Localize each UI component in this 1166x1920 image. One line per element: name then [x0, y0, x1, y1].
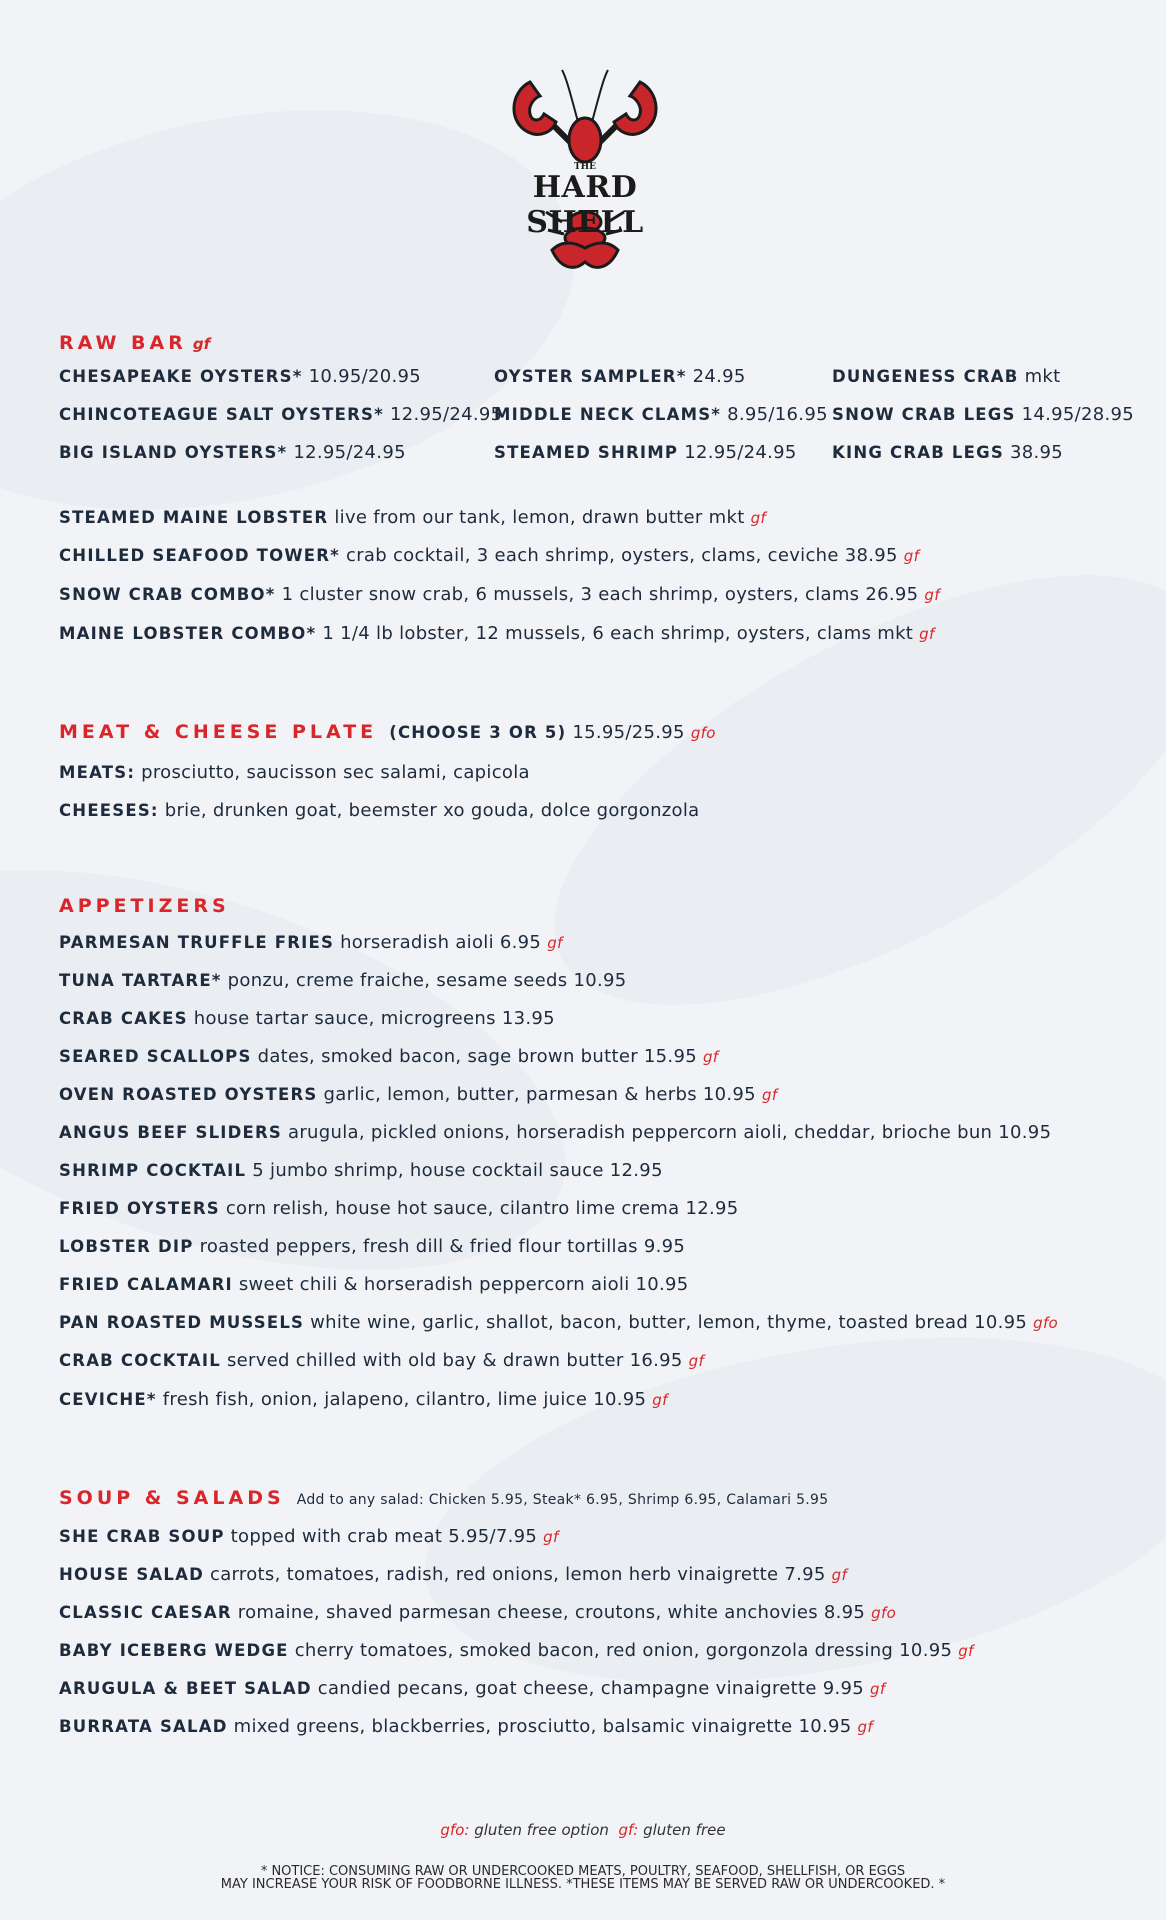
item-description: fresh fish, onion, jalapeno, cilantro, lime juice 10.95 [162, 1389, 647, 1410]
item-name: STEAMED SHRIMP [494, 443, 679, 462]
item-description: roasted peppers, fresh dill & fried flour tortillas 9.95 [199, 1236, 686, 1257]
raw-bar-item [494, 442, 797, 463]
item-description: 38.95 [1009, 442, 1064, 463]
item-name: CHILLED SEAFOOD TOWER* [59, 546, 340, 565]
menu-item [59, 970, 633, 991]
item-description: 12.95/24.95 [684, 442, 797, 463]
raw-bar-item [59, 442, 406, 463]
menu-item [59, 1716, 873, 1737]
item-name: STEAMED MAINE LOBSTER [59, 508, 329, 527]
menu-item [59, 1046, 718, 1067]
item-name: BIG ISLAND OYSTERS* [59, 443, 288, 462]
item-description: 14.95/28.95 [1021, 404, 1135, 425]
menu-item [59, 800, 700, 821]
dietary-tag: gf [919, 625, 935, 643]
dietary-tag: gf [857, 1718, 873, 1736]
dietary-tag: gfo [1033, 1314, 1059, 1332]
dietary-tag: gfo [871, 1604, 897, 1622]
dietary-tag: gf [924, 586, 940, 604]
raw-bar-item [494, 404, 828, 425]
item-name: TUNA TARTARE* [59, 971, 222, 990]
menu-item [59, 1564, 847, 1585]
item-description: 1 1/4 lb lobster, 12 mussels, 6 each shrimp, oysters, clams mkt [322, 623, 914, 644]
item-name: FRIED CALAMARI [59, 1275, 233, 1294]
item-name: SHRIMP COCKTAIL [59, 1161, 247, 1180]
menu-item [59, 1084, 777, 1105]
item-description: 5 jumbo shrimp, house cocktail sauce 12.95 [252, 1160, 663, 1181]
menu-item [59, 1350, 704, 1371]
legend-text: gluten free [643, 1821, 726, 1839]
item-description: 12.95/24.95 [389, 404, 503, 425]
item-description: ponzu, creme fraiche, sesame seeds 10.95 [227, 970, 627, 991]
item-name: ARUGULA & BEET SALAD [59, 1679, 312, 1698]
item-name: DUNGENESS CRAB [832, 367, 1019, 386]
soup-salads-heading [59, 1487, 828, 1509]
menu-item [59, 1526, 559, 1547]
item-description: sweet chili & horseradish peppercorn aioli 10.95 [238, 1274, 689, 1295]
dietary-tag: gf [870, 1680, 886, 1698]
raw-bar-item [59, 366, 421, 387]
meat-cheese-heading [59, 721, 716, 743]
item-name: OYSTER SAMPLER* [494, 367, 687, 386]
legend-text: gluten free option [474, 1821, 609, 1839]
legend-text: gf: [618, 1821, 639, 1839]
item-name: CRAB CAKES [59, 1009, 188, 1028]
menu-item [59, 762, 530, 783]
menu-item [59, 1389, 668, 1410]
raw-bar-item [832, 442, 1063, 463]
menu-item [59, 932, 563, 953]
dietary-tag: gf [547, 934, 563, 952]
dietary-tag: gf [652, 1391, 668, 1409]
item-name: CEVICHE* [59, 1390, 157, 1409]
item-name: FRIED OYSTERS [59, 1199, 220, 1218]
item-description: candied pecans, goat cheese, champagne vinaigrette 9.95 [317, 1678, 865, 1699]
item-description: 8.95/16.95 [727, 404, 828, 425]
item-description: garlic, lemon, butter, parmesan & herbs 10.95 [323, 1084, 756, 1105]
menu-item [59, 584, 940, 605]
menu-item [59, 1274, 695, 1295]
item-name: MIDDLE NECK CLAMS* [494, 405, 722, 424]
raw-bar-item [494, 366, 746, 387]
menu-item [59, 1678, 885, 1699]
item-name: MEATS: [59, 763, 136, 782]
meat-cheese-choose: (CHOOSE 3 OR 5) [389, 723, 567, 742]
item-description: carrots, tomatoes, radish, red onions, lemon herb vinaigrette 7.95 [210, 1564, 826, 1585]
item-name: CHESAPEAKE OYSTERS* [59, 367, 303, 386]
item-name: ANGUS BEEF SLIDERS [59, 1123, 282, 1142]
dietary-tag: gf [831, 1566, 848, 1584]
dietary-tag: gf [688, 1352, 705, 1370]
item-description: 10.95/20.95 [308, 366, 422, 387]
item-name: PAN ROASTED MUSSELS [59, 1313, 305, 1332]
item-description: dates, smoked bacon, sage brown butter 15.95 [257, 1046, 697, 1067]
dietary-tag: gf [903, 547, 920, 565]
item-name: SEARED SCALLOPS [59, 1047, 252, 1066]
item-name: BABY ICEBERG WEDGE [59, 1641, 289, 1660]
dietary-tag: gf [543, 1528, 559, 1546]
item-name: KING CRAB LEGS [832, 443, 1004, 462]
item-description: 24.95 [692, 366, 746, 387]
item-name: PARMESAN TRUFFLE FRIES [59, 933, 335, 952]
soup-salads-title: SOUP & SALADS [59, 1487, 285, 1509]
menu-item [59, 1122, 1057, 1143]
item-name: CRAB COCKTAIL [59, 1351, 221, 1370]
menu-item [59, 623, 935, 644]
item-description: crab cocktail, 3 each shrimp, oysters, clams, ceviche 38.95 [346, 545, 898, 566]
brand-the: THE [573, 162, 597, 172]
item-name: BURRATA SALAD [59, 1717, 228, 1736]
item-name: CLASSIC CAESAR [59, 1603, 232, 1622]
raw-bar-title: RAW BAR [59, 332, 187, 354]
item-description: arugula, pickled onions, horseradish peppercorn aioli, cheddar, brioche bun 10.95 [288, 1122, 1052, 1143]
item-description: romaine, shaved parmesan cheese, croutons, white anchovies 8.95 [237, 1602, 866, 1623]
item-name: CHINCOTEAGUE SALT OYSTERS* [59, 405, 384, 424]
menu-item [59, 1312, 1058, 1333]
item-description: served chilled with old bay & drawn butter 16.95 [226, 1350, 683, 1371]
item-description: house tartar sauce, microgreens 13.95 [193, 1008, 555, 1029]
item-description: mixed greens, blackberries, prosciutto, balsamic vinaigrette 10.95 [233, 1716, 852, 1737]
item-name: SNOW CRAB COMBO* [59, 585, 276, 604]
menu-item [59, 1640, 974, 1661]
brand-name: HARD SHELL [526, 170, 644, 240]
notice-line-2: MAY INCREASE YOUR RISK OF FOODBORNE ILLNESS. *THESE ITEMS MAY BE SERVED RAW OR UNDERCOOKED. * [220, 1877, 946, 1892]
notice-line-1: * NOTICE: CONSUMING RAW OR UNDERCOOKED MEATS, POULTRY, SEAFOOD, SHELLFISH, OR EGGS [260, 1864, 906, 1879]
background-fish-shape [0, 791, 614, 1349]
item-description: topped with crab meat 5.95/7.95 [230, 1526, 538, 1547]
item-name: SNOW CRAB LEGS [832, 405, 1016, 424]
meat-cheese-title: MEAT & CHEESE PLATE [59, 721, 378, 743]
dietary-tag: gf [958, 1642, 974, 1660]
menu-item [59, 1160, 669, 1181]
dietary-tag: gf [702, 1048, 719, 1066]
item-description: corn relish, house hot sauce, cilantro lime crema 12.95 [225, 1198, 739, 1219]
menu-item [59, 507, 766, 528]
item-description: 12.95/24.95 [293, 442, 406, 463]
gluten-legend [0, 1821, 1166, 1839]
item-description: white wine, garlic, shallot, bacon, butter, lemon, thyme, toasted bread 10.95 [310, 1312, 1028, 1333]
menu-item [59, 1602, 896, 1623]
raw-bar-item [59, 404, 502, 425]
menu-item [59, 1008, 561, 1029]
item-name: HOUSE SALAD [59, 1565, 204, 1584]
item-name: SHE CRAB SOUP [59, 1527, 225, 1546]
dietary-tag: gf [750, 509, 766, 527]
item-description: horseradish aioli 6.95 [340, 932, 542, 953]
menu-item [59, 1198, 744, 1219]
item-description: cherry tomatoes, smoked bacon, red onion, gorgonzola dressing 10.95 [294, 1640, 953, 1661]
brand-logo [470, 62, 700, 277]
item-description: mkt [1024, 366, 1061, 387]
item-description: 1 cluster snow crab, 6 mussels, 3 each shrimp, oysters, clams 26.95 [281, 584, 919, 605]
raw-bar-item [832, 366, 1060, 387]
dietary-tag: gf [761, 1086, 778, 1104]
item-description: brie, drunken goat, beemster xo gouda, dolce gorgonzola [164, 800, 700, 821]
meat-cheese-price: 15.95/25.95 [572, 722, 685, 743]
item-name: LOBSTER DIP [59, 1237, 194, 1256]
appetizers-title: APPETIZERS [59, 895, 230, 917]
meat-cheese-tag: gfo [690, 724, 716, 742]
item-description: prosciutto, saucisson sec salami, capicola [141, 762, 530, 783]
menu-item [59, 545, 919, 566]
item-name: MAINE LOBSTER COMBO* [59, 624, 317, 643]
raw-bar-item [832, 404, 1134, 425]
salad-addon-note: Add to any salad: Chicken 5.95, Steak* 6.95, Shrimp 6.95, Calamari 5.95 [296, 1492, 829, 1508]
item-description: live from our tank, lemon, drawn butter mkt [334, 507, 745, 528]
item-name: OVEN ROASTED OYSTERS [59, 1085, 318, 1104]
background-fish-shape [492, 489, 1166, 1092]
raw-bar-tag: gf [192, 335, 211, 353]
menu-item [59, 1236, 691, 1257]
item-name: CHEESES: [59, 801, 159, 820]
raw-bar-heading [59, 332, 210, 354]
legend-text: gfo: [440, 1821, 470, 1839]
